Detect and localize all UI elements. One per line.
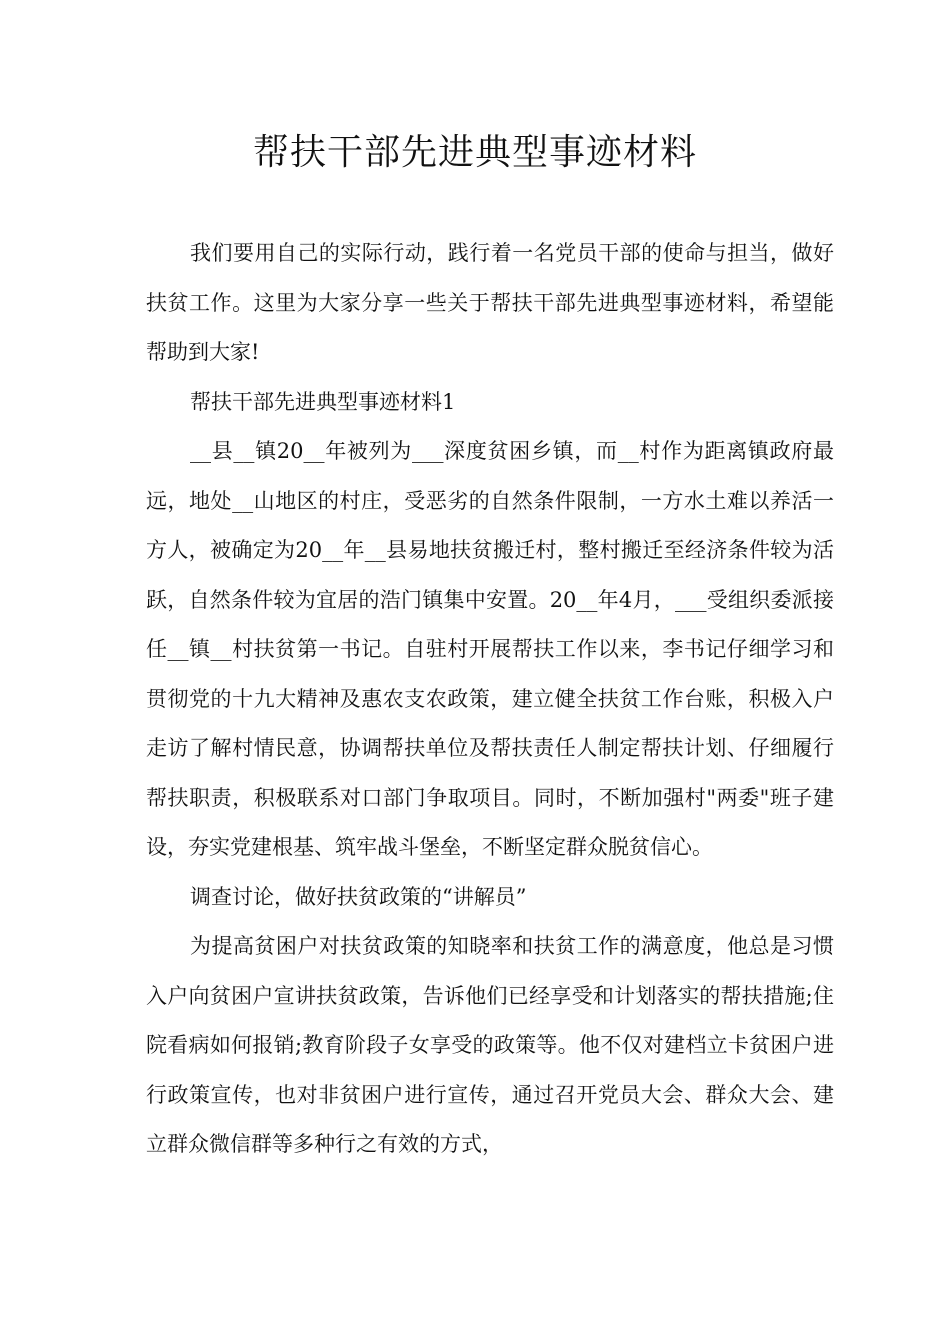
- section-subheading: 调查讨论，做好扶贫政策的“讲解员”: [190, 884, 527, 909]
- body-paragraph-2: 为提高贫困户对扶贫政策的知晓率和扶贫工作的满意度，他总是习惯入户向贫困户宣讲扶贫政策，告诉他们已经享受和计划落实的帮扶措施;住院看病如何报销;教育阶段子女享受的政策等。他不仅对建档立卡贫困户进行政策宣传，也对非贫困户进行宣传，通过召开党员大会、群众大会、建立群众微信群等多种行之有效的方式，: [146, 934, 834, 1156]
- intro-paragraph: 我们要用自己的实际行动，践行着一名党员干部的使命与担当，做好扶贫工作。这里为大家分享一些关于帮扶干部先进典型事迹材料，希望能帮助到大家!: [146, 241, 834, 364]
- document-body: [146, 229, 834, 1170]
- document-title: 帮扶干部先进典型事迹材料: [252, 132, 697, 173]
- body-paragraph-1: __县__镇20__年被列为___深度贫困乡镇，而__村作为距离镇政府最远，地处__山地区的村庄，受恶劣的自然条件限制，一方水土难以养活一方人，被确定为20__年__县易地扶贫搬迁村，整村搬迁至经济条件较为活跃，自然条件较为宜居的浩门镇集中安置。20__年4月，___受组织委派接任__镇__村扶贫第一书记。自驻村开展帮扶工作以来，李书记仔细学习和贯彻党的十九大精神及惠农支农政策，建立健全扶贫工作台账，积极入户走访了解村情民意，协调帮扶单位及帮扶责任人制定帮扶计划、仔细履行帮扶职责，积极联系对口部门争取项目。同时，不断加强村"两委"班子建设，夯实党建根基、筑牢战斗堡垒，不断坚定群众脱贫信心。: [146, 439, 834, 859]
- section-heading-1: 帮扶干部先进典型事迹材料1: [190, 389, 456, 414]
